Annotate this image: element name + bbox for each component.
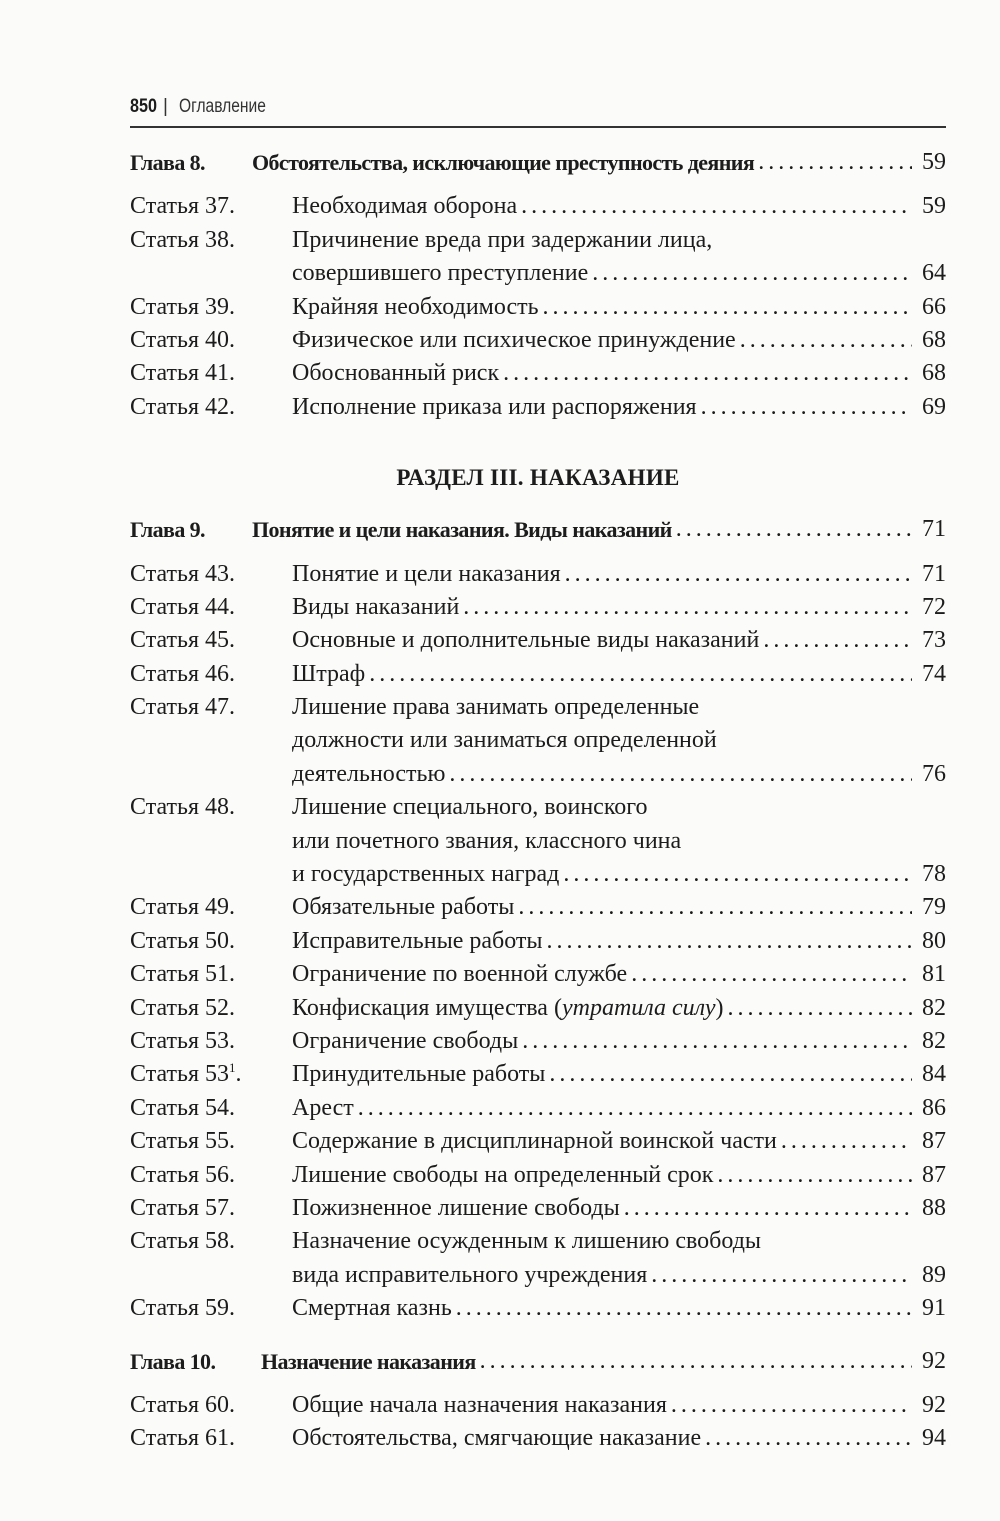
chapter-label (130, 1345, 261, 1378)
title-line-last (252, 513, 946, 546)
page-ref: 68 (922, 360, 946, 387)
page-ref: 86 (922, 1094, 946, 1121)
article-label (130, 1025, 292, 1058)
title-text (292, 1159, 713, 1192)
title-line-last (292, 1259, 946, 1292)
title-line-text: Основные и дополнительные виды наказаний (292, 627, 760, 654)
title-line: или почетного звания, классного чина (292, 827, 682, 854)
title-line-last (261, 1345, 946, 1378)
title-note: утратила силу (561, 994, 716, 1021)
title-line-text: Смертная казнь (292, 1295, 452, 1322)
page-ref: 82 (922, 994, 946, 1021)
title-line-last (292, 1125, 946, 1158)
title-text (292, 558, 561, 591)
title-line-last (292, 1422, 946, 1455)
title-line-text: Общие начала назначения наказания (292, 1391, 667, 1418)
title-text (252, 513, 672, 546)
label-text: Глава 9. (130, 517, 205, 543)
page-ref: 89 (922, 1261, 946, 1288)
title-text (292, 1125, 777, 1158)
title-line-last (292, 758, 946, 791)
article-entry[interactable] (130, 1058, 946, 1091)
label-text: Статья 45. (130, 627, 235, 654)
title-line-last (292, 591, 946, 624)
article-label (130, 958, 292, 991)
running-head-separator: | (162, 96, 168, 117)
label-text: Статья 56. (130, 1161, 235, 1188)
entry-content (292, 1025, 946, 1058)
article-entry[interactable] (130, 1092, 946, 1125)
page-ref: 71 (922, 516, 946, 543)
article-label (130, 391, 292, 424)
title-text (292, 324, 736, 357)
dot-leader (672, 513, 912, 546)
entry-content (292, 624, 946, 657)
label-text: Статья 38. (130, 226, 235, 253)
article-entry[interactable] (130, 691, 946, 791)
title-line-text: Исправительные работы (292, 927, 543, 954)
article-entry[interactable] (130, 1192, 946, 1225)
dot-leader (545, 1058, 912, 1091)
article-entry[interactable] (130, 1159, 946, 1192)
title-line-last (292, 891, 946, 924)
title-line-text: Виды наказаний (292, 593, 460, 620)
dot-leader (354, 1092, 912, 1125)
label-text: Статья 43. (130, 560, 235, 587)
page-ref: 59 (922, 149, 946, 175)
title-line-text: Физическое или психическое принуждение (292, 326, 736, 353)
label-text: Статья 48. (130, 794, 235, 821)
page-ref: 92 (922, 1391, 946, 1418)
article-entry[interactable] (130, 324, 946, 357)
title-text (292, 958, 627, 991)
label-text: Статья 50. (130, 927, 235, 954)
dot-leader (559, 858, 912, 891)
page-ref: 80 (922, 927, 946, 954)
title-line-last (292, 992, 946, 1025)
title-line-text: Необходимая оборона (292, 193, 518, 220)
page-ref: 81 (922, 961, 946, 988)
title-line-text: Конфискация имущества ( (292, 994, 562, 1021)
label-text: Глава 10. (130, 1348, 216, 1374)
title-text (292, 658, 365, 691)
title-text (252, 146, 754, 179)
title-line-text: деятельностью (292, 760, 446, 787)
entry-content (292, 291, 946, 324)
page-ref: 59 (922, 193, 946, 220)
title-text (292, 624, 759, 657)
page-ref: 79 (922, 894, 946, 921)
entry-content (292, 391, 946, 424)
page-ref: 74 (922, 660, 946, 687)
article-label (130, 1225, 292, 1258)
title-text (292, 1058, 545, 1091)
page-ref: 73 (922, 627, 946, 654)
article-entry[interactable] (130, 291, 946, 324)
title-line-last (292, 658, 946, 691)
entry-content (292, 190, 946, 223)
title-line-text: Лишение свободы на определенный срок (292, 1161, 714, 1188)
title-line-text: Крайняя необходимость (292, 293, 539, 320)
title-text (292, 291, 539, 324)
title-text (292, 758, 445, 791)
title-line-last (292, 291, 946, 324)
article-entry[interactable] (130, 1389, 946, 1422)
page-ref: 68 (922, 326, 946, 353)
article-label (130, 1092, 292, 1125)
dot-leader (701, 1422, 912, 1455)
dot-leader (365, 658, 912, 691)
article-label (130, 1422, 292, 1455)
title-line: Причинение вреда при задержании лица, (292, 226, 713, 253)
label-text: Статья 55. (130, 1128, 235, 1155)
title-text (292, 1422, 701, 1455)
label-text: Статья 47. (130, 694, 235, 721)
dot-leader (476, 1345, 912, 1378)
title-line-last (252, 146, 946, 179)
title-text (292, 925, 543, 958)
label-text: Статья 58. (130, 1228, 235, 1255)
dot-leader (514, 891, 912, 924)
title-text (292, 1192, 620, 1225)
dot-leader (561, 558, 912, 591)
table-of-contents (130, 146, 946, 1456)
page-ref: 84 (922, 1061, 946, 1088)
title-line-last (292, 858, 946, 891)
dot-leader (647, 1259, 912, 1292)
title-line-last (292, 324, 946, 357)
chapter-label (130, 146, 252, 179)
article-label (130, 558, 292, 591)
running-head-title: Оглавление (179, 96, 267, 117)
page-ref: 69 (922, 393, 946, 420)
article-entry[interactable] (130, 1292, 946, 1325)
entry-content (292, 224, 946, 291)
dot-leader (543, 925, 913, 958)
title-line-last (292, 1092, 946, 1125)
dot-leader (620, 1192, 912, 1225)
title-note-close: ) (715, 994, 724, 1021)
dot-leader (736, 324, 912, 357)
article-label (130, 1159, 292, 1192)
article-entry[interactable] (130, 958, 946, 991)
article-label (130, 224, 292, 257)
entry-content (252, 513, 946, 546)
title-line: Назначение осужденным к лишению свободы (292, 1228, 762, 1255)
label-text: Статья 59. (130, 1295, 235, 1322)
chapter-entry[interactable] (130, 513, 946, 546)
dot-leader (627, 958, 912, 991)
title-text (292, 1092, 354, 1125)
running-head (130, 96, 946, 128)
entry-content (292, 591, 946, 624)
page-ref: 87 (922, 1128, 946, 1155)
entry-content (292, 1389, 946, 1422)
dot-leader (518, 1025, 912, 1058)
article-entry[interactable] (130, 658, 946, 691)
section-heading: РАЗДЕЛ III. НАКАЗАНИЕ (396, 465, 680, 491)
label-text: Статья 37. (130, 193, 235, 220)
title-line-text: Обстоятельства, исключающие преступность деяния (252, 150, 755, 175)
article-label (130, 591, 292, 624)
chapter-entry[interactable] (130, 1345, 946, 1378)
article-label (130, 658, 292, 691)
article-label (130, 1389, 292, 1422)
article-label (130, 1192, 292, 1225)
entry-content (292, 891, 946, 924)
title-text (292, 391, 697, 424)
page-ref: 71 (922, 560, 946, 587)
article-entry[interactable] (130, 1125, 946, 1158)
title-text (261, 1345, 476, 1378)
title-line-last (292, 558, 946, 591)
entry-content (292, 791, 946, 891)
entry-content (292, 1292, 946, 1325)
title-line-last (292, 1058, 946, 1091)
dot-leader (697, 391, 912, 424)
label-text: Глава 8. (130, 150, 205, 175)
article-label (130, 357, 292, 390)
page-number: 850 (130, 96, 157, 117)
label-text: Статья 52. (130, 994, 235, 1021)
dot-leader (452, 1292, 912, 1325)
entry-content (292, 658, 946, 691)
title-line-last (292, 257, 946, 290)
entry-content (292, 1159, 946, 1192)
label-text: Статья 39. (130, 293, 235, 320)
title-line-last (292, 958, 946, 991)
entry-content (292, 958, 946, 991)
article-label (130, 291, 292, 324)
dot-leader (777, 1125, 912, 1158)
dot-leader (459, 591, 912, 624)
entry-content (292, 1225, 946, 1292)
page-ref: 76 (922, 760, 946, 787)
article-label (130, 925, 292, 958)
title-line-text: Ограничение свободы (292, 1027, 519, 1054)
title-text (292, 591, 459, 624)
entry-content (252, 146, 946, 179)
dot-leader (539, 291, 912, 324)
title-line-last (292, 1025, 946, 1058)
dot-leader (445, 758, 912, 791)
article-entry[interactable] (130, 925, 946, 958)
title-line-text: Назначение наказания (261, 1348, 476, 1374)
title-text (292, 891, 514, 924)
article-entry[interactable] (130, 891, 946, 924)
article-label (130, 992, 292, 1025)
label-text: Статья 53. (130, 1027, 235, 1054)
title-line: Лишение права занимать определенные (292, 694, 700, 721)
entry-content (292, 691, 946, 791)
title-line-text: Пожизненное лишение свободы (292, 1194, 620, 1221)
entry-content (261, 1345, 946, 1378)
label-text: Статья 60. (130, 1391, 235, 1418)
article-label (130, 190, 292, 223)
article-label (130, 1125, 292, 1158)
article-entry[interactable] (130, 1422, 946, 1455)
title-line: должности или заниматься определенной (292, 727, 717, 754)
article-label (130, 791, 292, 824)
entry-content (292, 1125, 946, 1158)
entry-content (292, 1192, 946, 1225)
title-text (292, 1389, 667, 1422)
title-line-text: Принудительные работы (292, 1061, 546, 1088)
article-entry[interactable] (130, 224, 946, 291)
title-line-text: Исполнение приказа или распоряжения (292, 393, 697, 420)
title-text (292, 1259, 647, 1292)
label-end: . (235, 1061, 242, 1088)
title-line-text: Обоснованный риск (292, 360, 500, 387)
title-text (292, 190, 517, 223)
article-entry[interactable] (130, 1025, 946, 1058)
article-label (130, 891, 292, 924)
page-ref: 92 (922, 1347, 946, 1374)
entry-content (292, 357, 946, 390)
title-line-last (292, 1292, 946, 1325)
chapter-entry[interactable] (130, 146, 946, 179)
dot-leader (499, 357, 912, 390)
title-line-text: Содержание в дисциплинарной воинской части (292, 1128, 777, 1155)
title-line-text: Обстоятельства, смягчающие наказание (292, 1425, 702, 1452)
label-text: Статья 53 (130, 1061, 229, 1088)
title-text (292, 357, 499, 390)
chapter-label (130, 513, 252, 546)
label-text: Статья 54. (130, 1094, 235, 1121)
entry-content (292, 1092, 946, 1125)
entry-content (292, 558, 946, 591)
title-line-text: и государственных наград (292, 861, 560, 888)
title-line-last (292, 624, 946, 657)
title-line: Лишение специального, воинского (292, 794, 648, 821)
page-ref: 82 (922, 1027, 946, 1054)
article-entry[interactable] (130, 992, 946, 1025)
title-line-last (292, 190, 946, 223)
article-label (130, 624, 292, 657)
article-entry[interactable] (130, 591, 946, 624)
label-text: Статья 42. (130, 393, 235, 420)
entry-content (292, 324, 946, 357)
article-label (130, 1058, 292, 1091)
page-ref: 94 (922, 1425, 946, 1452)
article-entry[interactable] (130, 190, 946, 223)
entry-content (292, 992, 946, 1025)
entry-content (292, 1058, 946, 1091)
page-ref: 88 (922, 1194, 946, 1221)
title-text (292, 1292, 452, 1325)
label-text: Статья 51. (130, 961, 235, 988)
dot-leader (667, 1389, 912, 1422)
label-text: Статья 46. (130, 660, 235, 687)
label-text: Статья 49. (130, 894, 235, 921)
entry-content (292, 925, 946, 958)
title-line-text: Понятие и цели наказания (292, 560, 561, 587)
entry-content (292, 1422, 946, 1455)
article-label (130, 324, 292, 357)
title-line-last (292, 391, 946, 424)
label-text: Статья 41. (130, 360, 235, 387)
article-label (130, 1292, 292, 1325)
article-entry[interactable] (130, 1225, 946, 1292)
label-text: Статья 57. (130, 1194, 235, 1221)
page-ref: 78 (922, 861, 946, 888)
title-line-text: Ограничение по военной службе (292, 961, 628, 988)
title-line-text: Понятие и цели наказания. Виды наказаний (252, 517, 672, 543)
article-entry[interactable] (130, 391, 946, 424)
label-text: Статья 44. (130, 593, 235, 620)
title-text (292, 1025, 518, 1058)
page-ref: 91 (922, 1295, 946, 1322)
article-entry[interactable] (130, 558, 946, 591)
title-line-text: вида исправительного учреждения (292, 1261, 648, 1288)
page-ref: 87 (922, 1161, 946, 1188)
article-entry[interactable] (130, 357, 946, 390)
title-line-text: Обязательные работы (292, 894, 515, 921)
dot-leader (713, 1159, 912, 1192)
page-ref: 66 (922, 293, 946, 320)
label-text: Статья 61. (130, 1425, 235, 1452)
dot-leader (754, 146, 912, 179)
title-line-text: Арест (292, 1094, 354, 1121)
title-line-last (292, 925, 946, 958)
dot-leader (759, 624, 912, 657)
title-line-last (292, 1389, 946, 1422)
title-text (292, 257, 588, 290)
article-entry[interactable] (130, 791, 946, 891)
title-line-last (292, 357, 946, 390)
label-text: Статья 40. (130, 326, 235, 353)
dot-leader (588, 257, 912, 290)
dot-leader (517, 190, 912, 223)
article-label (130, 691, 292, 724)
title-text (292, 992, 723, 1025)
title-text (292, 858, 559, 891)
page-ref: 64 (922, 260, 946, 287)
title-line-text: Штраф (292, 660, 366, 687)
spacer (130, 1326, 946, 1345)
dot-leader (723, 992, 912, 1025)
article-entry[interactable] (130, 624, 946, 657)
title-line-last (292, 1192, 946, 1225)
title-line-last (292, 1159, 946, 1192)
label-superscript: 1 (228, 1060, 236, 1076)
title-line-text: совершившего преступление (292, 260, 589, 287)
page-ref: 72 (922, 593, 946, 620)
